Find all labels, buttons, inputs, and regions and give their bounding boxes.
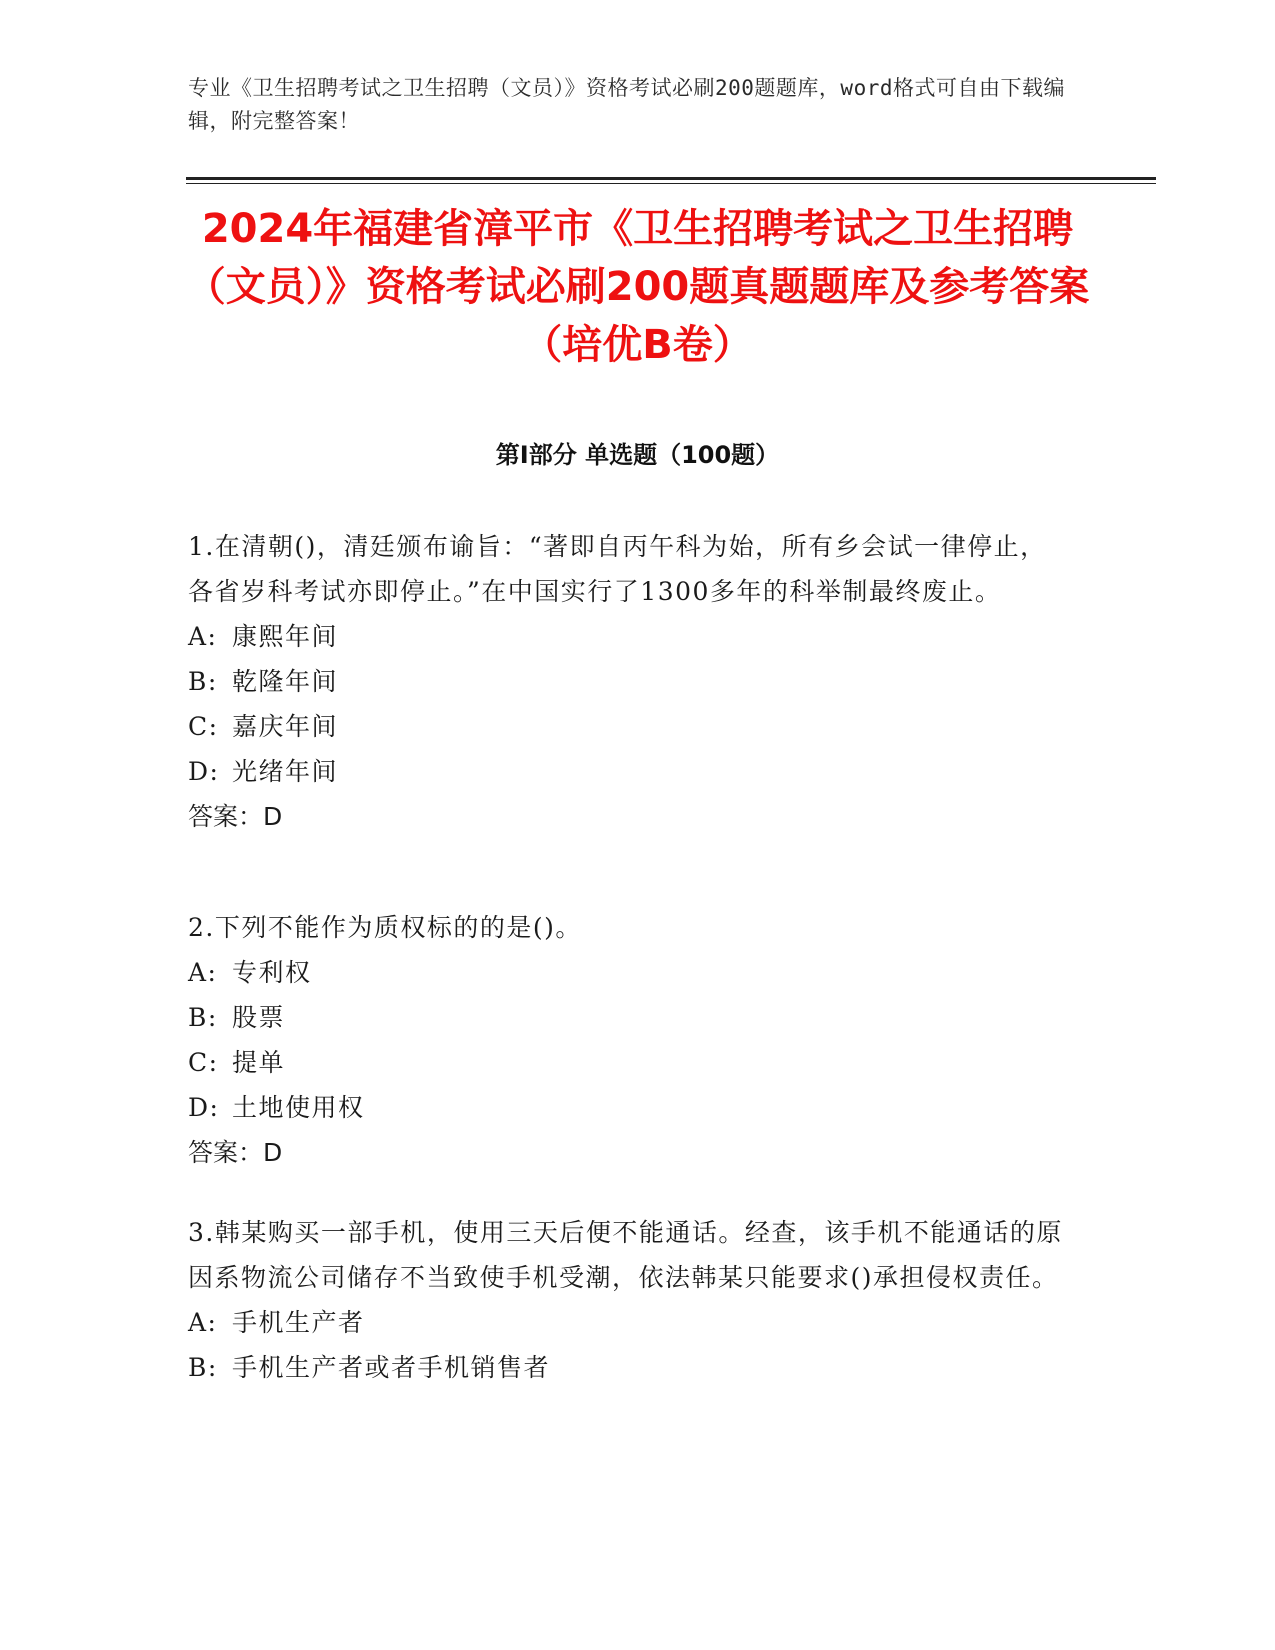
option-letter: A:: [188, 958, 218, 987]
option-list: [188, 614, 1068, 794]
question-1: [188, 524, 1068, 839]
option-c: [188, 704, 1068, 749]
option-letter: D:: [188, 1093, 220, 1122]
option-text: 嘉庆年间: [232, 712, 339, 741]
header-divider-thin: [186, 183, 1156, 184]
option-d: [188, 749, 1068, 794]
option-list: [188, 1300, 1068, 1390]
option-text: 康熙年间: [232, 622, 339, 651]
option-a: [188, 1300, 1068, 1345]
answer-line: 答案：D: [188, 1138, 283, 1167]
option-text: 光绪年间: [232, 757, 339, 786]
option-list: [188, 950, 1068, 1130]
option-text: 乾隆年间: [232, 667, 339, 696]
option-text: 手机生产者: [232, 1308, 365, 1337]
option-b: [188, 659, 1068, 704]
option-text: 专利权: [232, 958, 312, 987]
question-stem: 3.韩某购买一部手机，使用三天后便不能通话。经查，该手机不能通话的原因系物流公司储存不当致使手机受潮，依法韩某只能要求()承担侵权责任。: [188, 1218, 1063, 1292]
option-b: [188, 1345, 1068, 1390]
document-title: 2024年福建省漳平市《卫生招聘考试之卫生招聘（文员）》资格考试必刷200题真题题库及参考答案（培优B卷）: [185, 206, 1090, 368]
option-a: [188, 614, 1068, 659]
option-letter: D:: [188, 757, 220, 786]
option-letter: A:: [188, 622, 218, 651]
header-note: 专业《卫生招聘考试之卫生招聘（文员）》资格考试必刷200题题库，word格式可自由下载编辑，附完整答案！: [188, 76, 1065, 133]
option-c: [188, 1040, 1068, 1085]
option-b: [188, 995, 1068, 1040]
option-letter: A:: [188, 1308, 218, 1337]
question-stem: 2.下列不能作为质权标的的是()。: [188, 913, 582, 942]
question-stem: 1.在清朝()，清廷颁布谕旨：“著即自丙午科为始，所有乡会试一律停止，各省岁科考试亦即停止。”在中国实行了1300多年的科举制最终废止。: [188, 532, 1047, 606]
option-letter: C:: [188, 1048, 219, 1077]
answer-line: 答案：D: [188, 802, 283, 831]
option-letter: B:: [188, 1353, 218, 1382]
option-text: 土地使用权: [232, 1093, 365, 1122]
option-letter: B:: [188, 667, 218, 696]
option-text: 提单: [232, 1048, 286, 1077]
option-text: 股票: [232, 1003, 286, 1032]
option-letter: B:: [188, 1003, 218, 1032]
option-letter: C:: [188, 712, 219, 741]
option-a: [188, 950, 1068, 995]
question-3: [188, 1210, 1068, 1390]
question-2: [188, 905, 1068, 1175]
option-text: 手机生产者或者手机销售者: [232, 1353, 551, 1382]
section-title: 第Ⅰ部分 单选题（100题）: [495, 441, 780, 469]
option-d: [188, 1085, 1068, 1130]
header-divider-thick: [186, 177, 1156, 180]
